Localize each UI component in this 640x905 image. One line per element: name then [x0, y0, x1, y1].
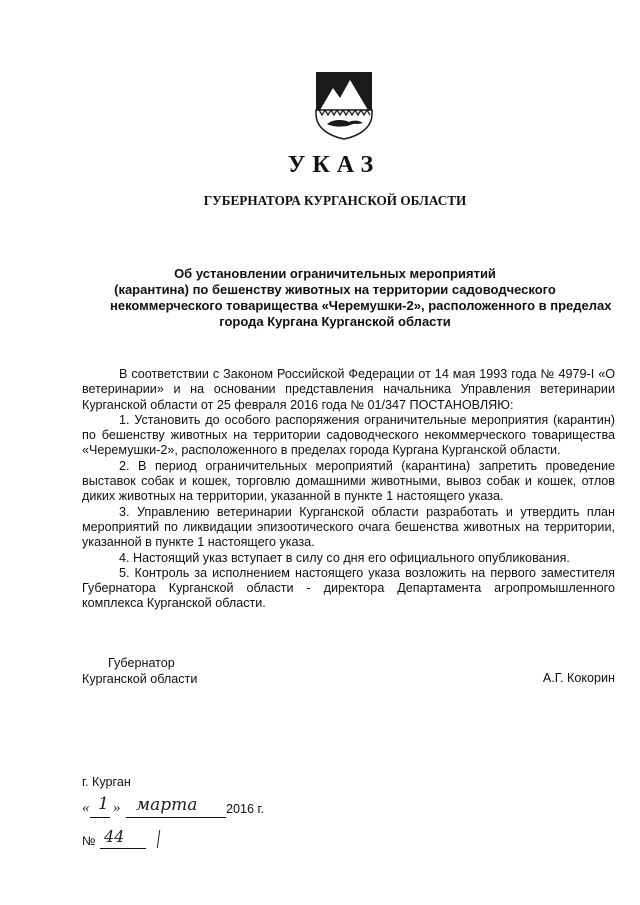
date-month-handwritten: марта	[136, 795, 198, 815]
body-paragraph-item-2: 2. В период ограничительных мероприятий (карантина) запретить проведение выставок собак и кошек, торговлю домашними животными, вывоз собак и кошек, отлов диких животных на территории, указанной в пункте 1 настоящего указа.	[82, 458, 615, 504]
subject-line: города Кургана Курганской области	[219, 314, 451, 329]
date-day-underline	[90, 817, 110, 818]
body-paragraph-item-5: 5. Контроль за исполнением настоящего указа возложить на первого заместителя Губернатора Курганской области - директора Департамента агропромышленного комплекса Курганской области.	[82, 565, 615, 611]
signatory-name: А.Г. Кокорин	[542, 671, 615, 685]
document-title: УКАЗ	[287, 152, 381, 178]
document-body	[82, 367, 615, 612]
subject-line: некоммерческого товарищества «Черемушки-2», расположенного в пределах	[110, 298, 612, 313]
number-handwritten: 44	[104, 827, 125, 846]
date-open-quote: «	[82, 800, 90, 816]
number-label: №	[82, 834, 96, 848]
signatory-position-line: Курганской области	[82, 671, 198, 686]
signatory-position-line: Губернатор	[108, 656, 175, 670]
document-number	[82, 826, 202, 854]
body-paragraph-item-4: 4. Настоящий указ вступает в силу со дня его официального опубликования.	[119, 550, 570, 565]
date-day-handwritten: 1	[98, 794, 109, 814]
date-close-quote: »	[113, 800, 121, 816]
signatory-position	[82, 656, 197, 687]
issue-date	[82, 796, 302, 824]
document-subject	[110, 266, 612, 330]
body-paragraph-item-1: 1. Установить до особого распоряжения ограничительные мероприятия (карантин) по бешенству животных на территории садоводческого некоммерческого товарищества «Черемушки-2», расположенного в пределах города Кургана Курганской области.	[82, 412, 615, 458]
number-underline	[100, 848, 146, 849]
date-year: 2016 г.	[226, 802, 265, 816]
document-issuer: ГУБЕРНАТОРА КУРГАНСКОЙ ОБЛАСТИ	[203, 193, 467, 208]
body-paragraph-preamble: В соответствии с Законом Российской Федерации от 14 мая 1993 года № 4979-I «О ветеринарии» и на основании представления начальника Управления ветеринарии Курганской области от 25 февраля 2016 года № 01/347 ПОСТАНОВЛЯЮ:	[82, 367, 615, 412]
coat-of-arms-icon	[313, 70, 375, 140]
issue-city: г. Курган	[82, 775, 131, 789]
pen-stroke-mark	[157, 830, 160, 848]
subject-line: (карантина) по бешенству животных на территории садоводческого	[114, 282, 556, 297]
date-month-underline	[126, 817, 226, 818]
subject-line: Об установлении ограничительных мероприятий	[174, 266, 496, 281]
body-paragraph-item-3: 3. Управлению ветеринарии Курганской области разработать и утвердить план мероприятий по ликвидации эпизоотического очага бешенства животных на территории, указанной в пункте 1 настоящего указа.	[82, 504, 615, 550]
